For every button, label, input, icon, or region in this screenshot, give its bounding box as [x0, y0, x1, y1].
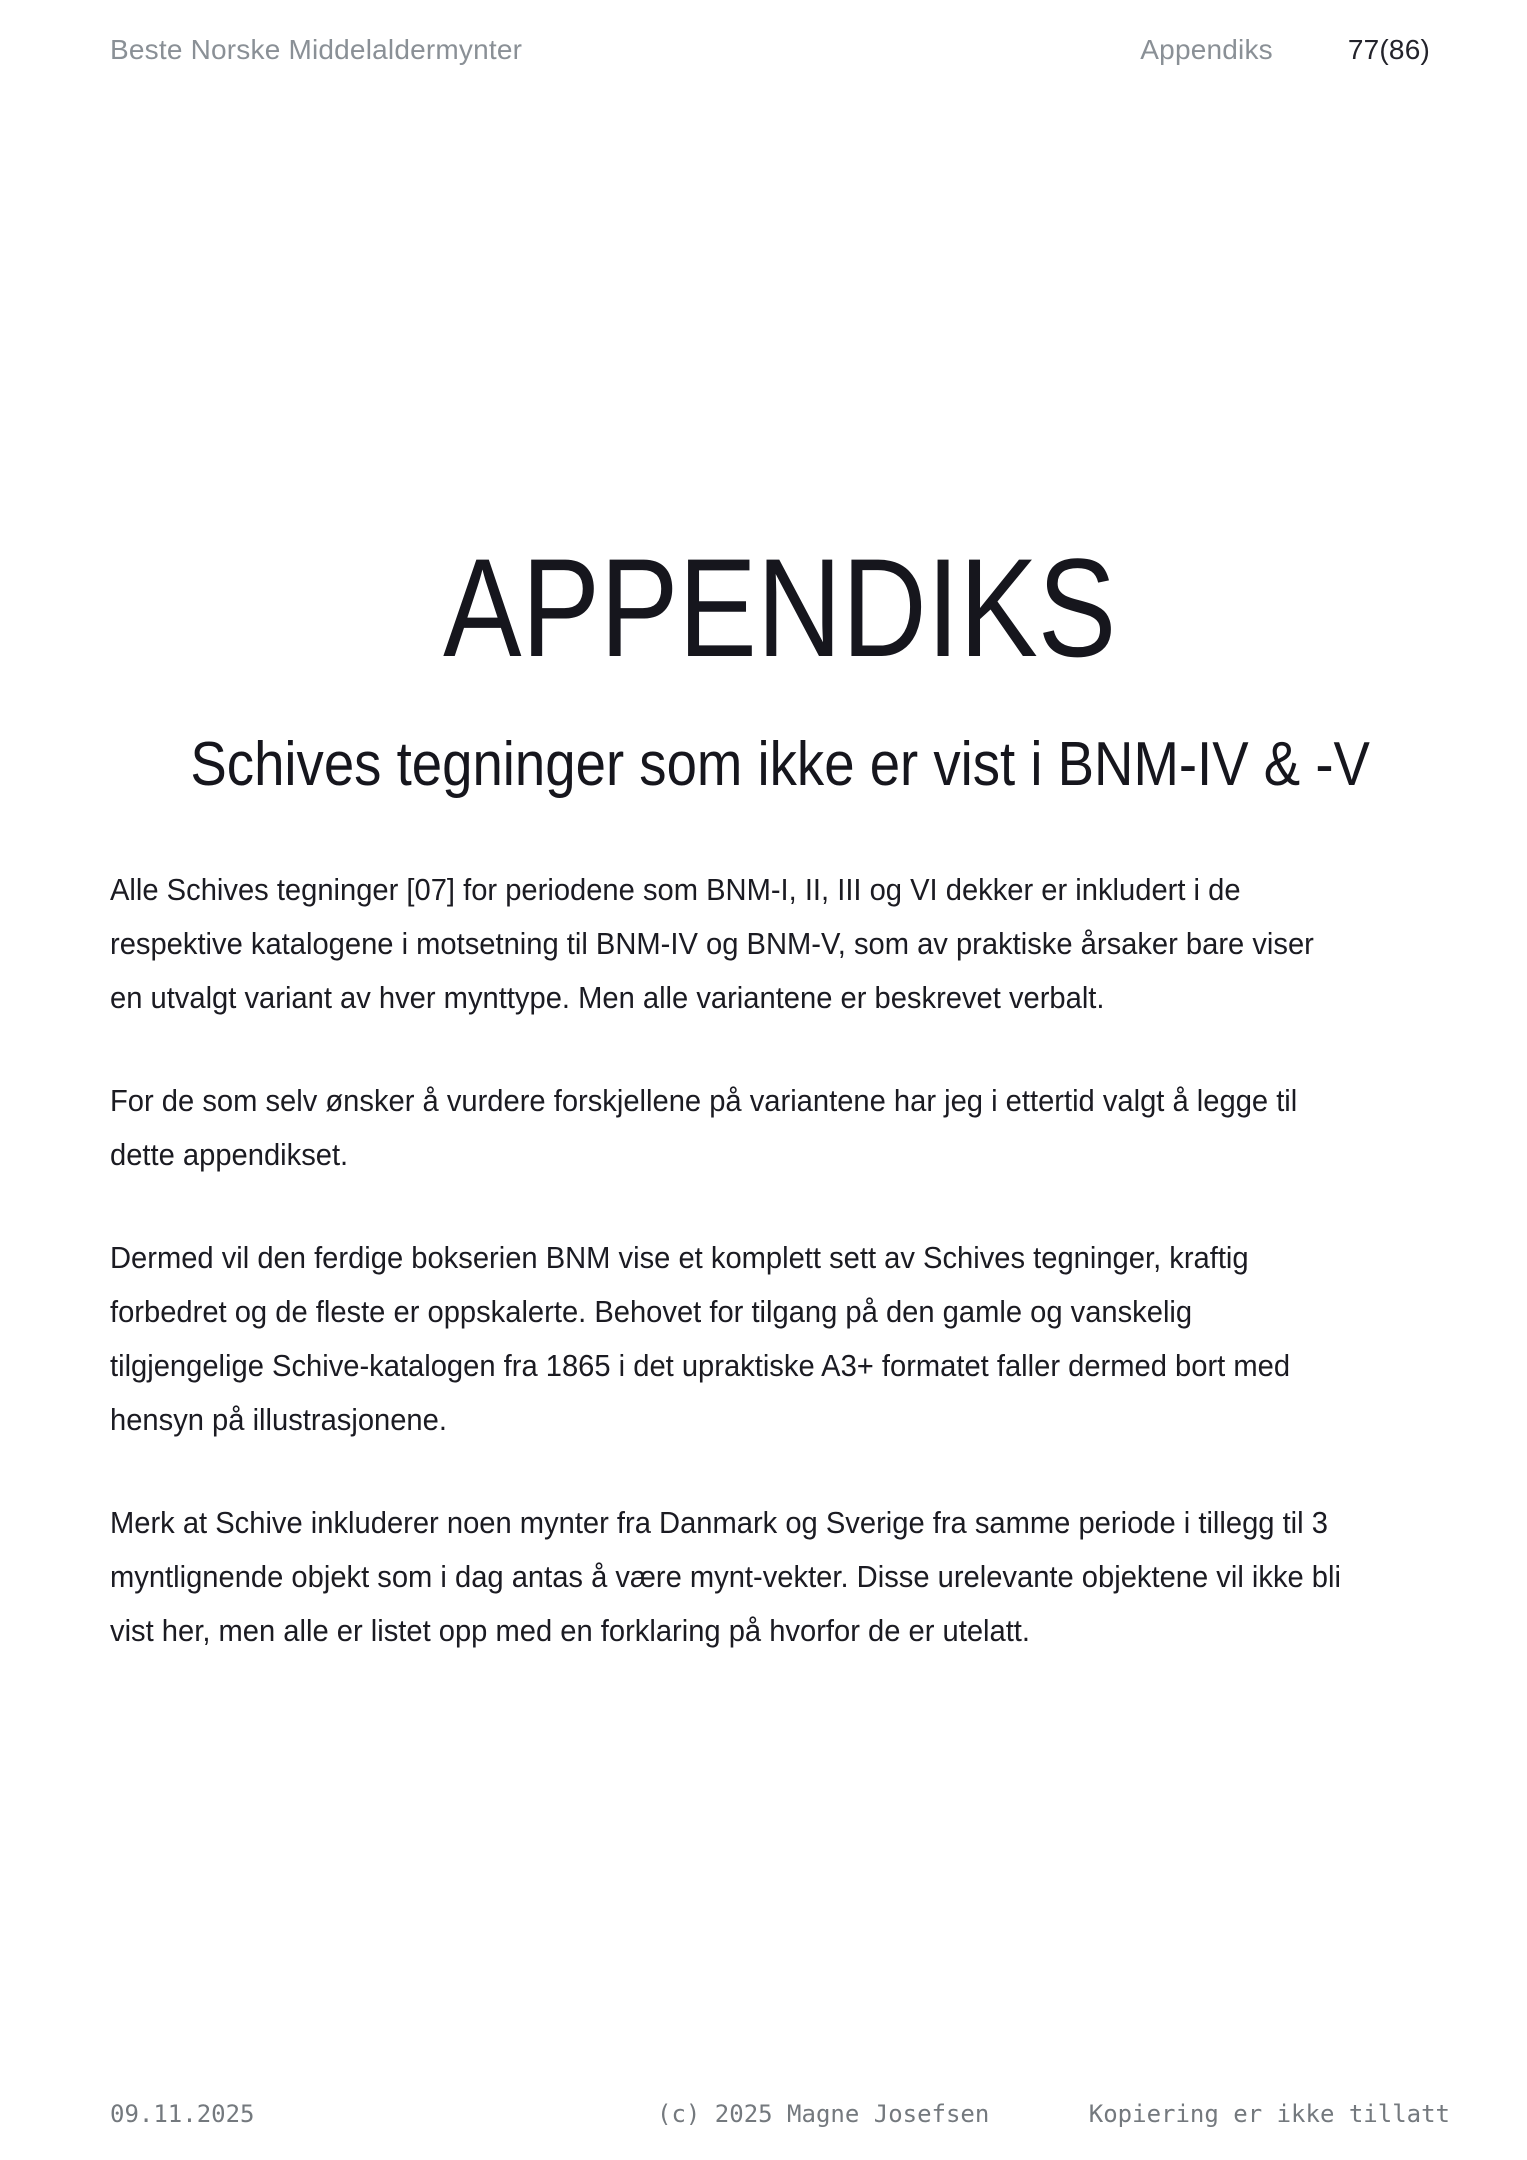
page-footer [0, 2100, 1527, 2134]
paragraph [110, 1074, 1454, 1182]
paragraph-line: forbedret og de fleste er oppskalerte. Behovet for tilgang på den gamle og vanskelig [110, 1294, 1193, 1329]
paragraph-line: myntlignende objekt som i dag antas å være mynt-vekter. Disse urelevante objektene vil ikke bli [110, 1559, 1341, 1594]
paragraph-line: en utvalgt variant av hver mynttype. Men alle variantene er beskrevet verbalt. [110, 980, 1105, 1015]
paragraph-line: For de som selv ønsker å vurdere forskjellene på variantene har jeg i ettertid valgt å legge til [110, 1083, 1298, 1118]
footer-copyright: (c) 2025 Magne Josefsen [657, 2100, 990, 2128]
page-subtitle-text: Schives tegninger som ikke er vist i BNM-IV & -V [190, 730, 1370, 799]
page-number: 77(86) [1347, 34, 1430, 65]
paragraph-line: Dermed vil den ferdige bokserien BNM vise et komplett sett av Schives tegninger, kraftig [110, 1240, 1249, 1275]
header-right-group [1140, 34, 1430, 66]
body-text [110, 863, 1454, 1658]
page-subtitle [110, 730, 1450, 799]
book-title: Beste Norske Middelaldermynter [110, 34, 523, 65]
page-title [110, 529, 1450, 686]
section-label: Appendiks [1140, 34, 1273, 65]
paragraph [110, 1496, 1454, 1658]
paragraph [110, 1231, 1454, 1447]
paragraph [110, 863, 1454, 1025]
paragraph-line: vist her, men alle er listet opp med en forklaring på hvorfor de er utelatt. [110, 1613, 1031, 1648]
paragraph-line: Alle Schives tegninger [07] for periodene som BNM-I, II, III og VI dekker er inkludert i de [110, 872, 1241, 907]
paragraph-line: dette appendikset. [110, 1137, 349, 1172]
paragraph-line: Merk at Schive inkluderer noen mynter fra Danmark og Sverige fra samme periode i tillegg til 3 [110, 1505, 1328, 1540]
footer-date: 09.11.2025 [110, 2100, 255, 2128]
page-header [110, 34, 1430, 66]
paragraph-line: hensyn på illustrasjonene. [110, 1402, 447, 1437]
paragraph-line: tilgjengelige Schive-katalogen fra 1865 i det upraktiske A3+ formatet faller dermed bort med [110, 1348, 1291, 1383]
page-title-text: APPENDIKS [443, 529, 1117, 686]
footer-copy-notice: Kopiering er ikke tillatt [1088, 2100, 1450, 2128]
paragraph-line: respektive katalogene i motsetning til BNM-IV og BNM-V, som av praktiske årsaker bare viser [110, 926, 1314, 961]
